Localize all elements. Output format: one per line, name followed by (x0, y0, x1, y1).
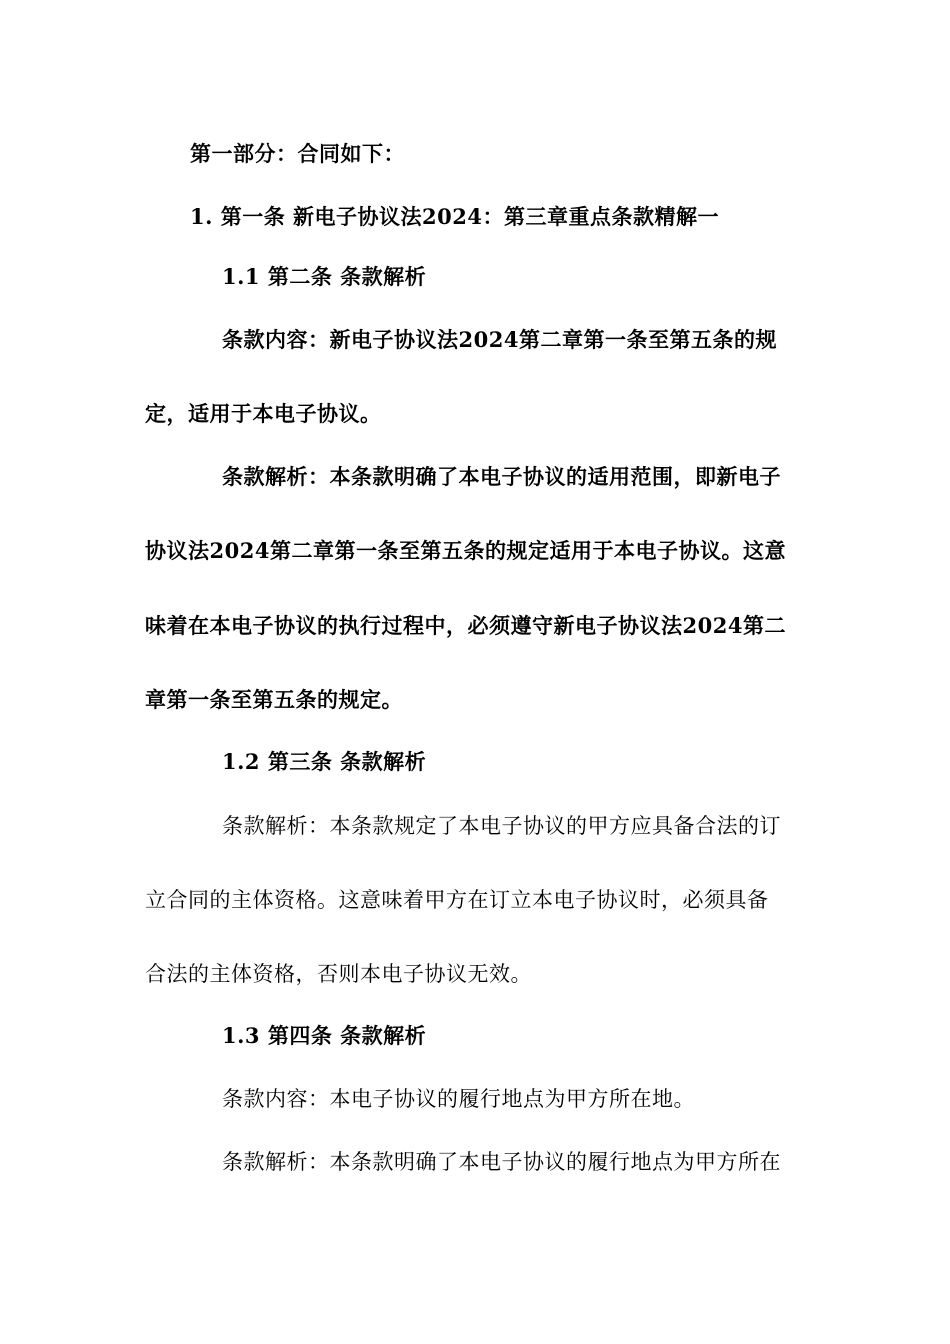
paragraph-line: 味着在本电子协议的执行过程中，必须遵守新电子协议法2024第二 (145, 613, 786, 638)
paragraph-line: 条款内容：本电子协议的履行地点为甲方所在地。 (222, 1087, 695, 1111)
section-heading-1-1: 1.1 第二条 条款解析 (222, 264, 427, 289)
paragraph-line: 协议法2024第二章第一条至第五条的规定适用于本电子协议。这意 (145, 538, 786, 563)
section-heading-1-3: 1.3 第四条 条款解析 (222, 1023, 427, 1048)
paragraph-line: 条款解析：本条款规定了本电子协议的甲方应具备合法的订 (222, 814, 781, 838)
paragraph-line: 条款内容：新电子协议法2024第二章第一条至第五条的规 (222, 327, 777, 352)
part-heading: 第一部分：合同如下： (190, 141, 405, 166)
paragraph-line: 定，适用于本电子协议。 (145, 401, 382, 426)
section-heading-1-2: 1.2 第三条 条款解析 (222, 749, 427, 774)
paragraph-line: 立合同的主体资格。这意味着甲方在订立本电子协议时，必须具备 (145, 888, 769, 912)
paragraph-line: 条款解析：本条款明确了本电子协议的履行地点为甲方所在 (222, 1150, 781, 1174)
paragraph-line: 章第一条至第五条的规定。 (145, 687, 403, 712)
article-heading: 1. 第一条 新电子协议法2024：第三章重点条款精解一 (190, 204, 719, 229)
paragraph-line: 条款解析：本条款明确了本电子协议的适用范围，即新电子 (222, 464, 781, 489)
paragraph-line: 合法的主体资格，否则本电子协议无效。 (145, 962, 532, 986)
